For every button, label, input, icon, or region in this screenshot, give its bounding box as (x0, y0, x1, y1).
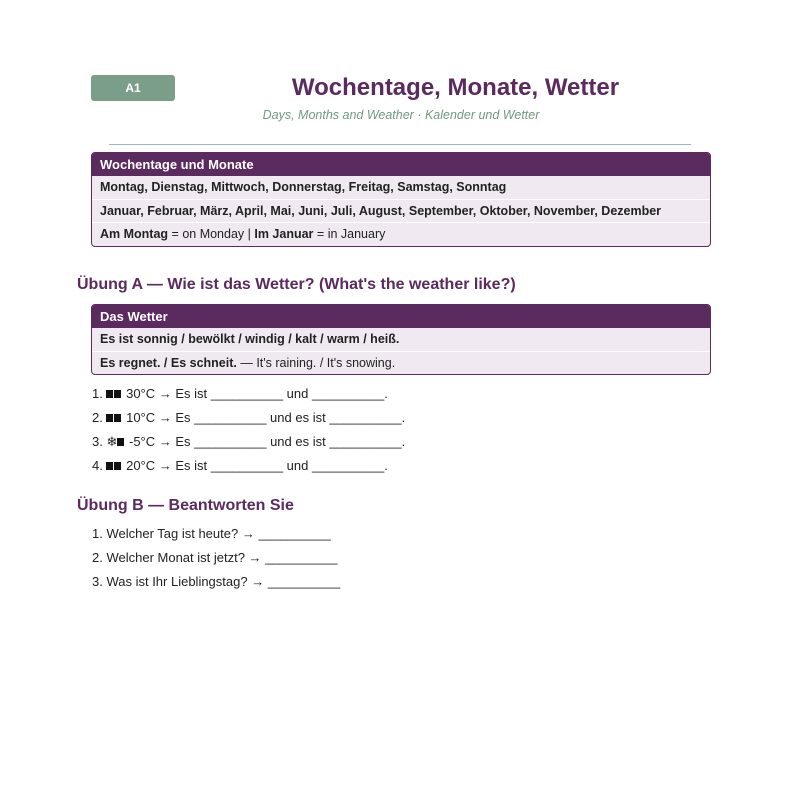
weather-words: Es ist sonnig / bewölkt / windig / kalt / warm / heiß. (100, 332, 400, 346)
exercise-a-item (92, 434, 405, 450)
weather-phrase-en: — It's raining. / It's snowing. (240, 355, 396, 370)
weather-box (91, 304, 711, 375)
snow-icon (106, 434, 125, 449)
usage-examples (92, 222, 710, 246)
item-number: 2. (92, 410, 103, 425)
cloud-icon (106, 410, 122, 425)
weather-phrase-de: Es regnet. / Es schneit. (100, 355, 237, 370)
item-number: 1. (92, 386, 103, 401)
title-divider (109, 144, 691, 145)
weather-box-title: Das Wetter (92, 305, 710, 328)
snowflake-glyph: ❄ (106, 434, 118, 449)
exercise-b-item: 3. Was ist Ihr Lieblingstag? → __________ (92, 574, 341, 589)
exercise-a-item (92, 410, 405, 425)
item-text: 20°C → Es ist __________ und __________. (126, 458, 388, 473)
item-text: 30°C → Es ist __________ und __________. (126, 386, 388, 401)
exercise-a-item (92, 458, 388, 473)
days-months-box-title: Wochentage und Monate (92, 153, 710, 176)
page-subtitle: Days, Months and Weather · Kalender und Wetter (262, 108, 540, 122)
exercise-b-heading: Übung B — Beantworten Sie (77, 497, 294, 514)
sun-cloud-icon (106, 458, 122, 473)
item-number: 4. (92, 458, 103, 473)
usage-monday-en: = on Monday | (171, 227, 251, 241)
exercise-a-heading: Übung A — Wie ist das Wetter? (What's the weather like?) (77, 276, 516, 293)
level-badge: A1 (91, 75, 175, 101)
page-title: Wochentage, Monate, Wetter (291, 74, 620, 101)
sun-icon (106, 386, 122, 401)
item-text: 10°C → Es __________ und es ist __________. (126, 410, 406, 425)
usage-monday-de: Am Montag (100, 227, 169, 241)
exercise-b-item: 2. Welcher Monat ist jetzt? → __________ (92, 550, 338, 565)
days-months-box (91, 152, 711, 247)
usage-january-de: Im Januar (254, 227, 314, 241)
exercise-a-item (92, 386, 388, 401)
months-list: Januar, Februar, März, April, Mai, Juni, Juli, August, September, Oktober, November, Dezember (92, 199, 710, 223)
weekdays-list: Montag, Dienstag, Mittwoch, Donnerstag, Freitag, Samstag, Sonntag (100, 180, 507, 194)
exercise-b-item: 1. Welcher Tag ist heute? → __________ (92, 526, 331, 541)
usage-january-en: = in January (316, 227, 386, 241)
item-number: 3. (92, 434, 103, 449)
item-text: -5°C → Es __________ und es ist __________. (129, 434, 406, 449)
weather-phrases (92, 351, 710, 375)
